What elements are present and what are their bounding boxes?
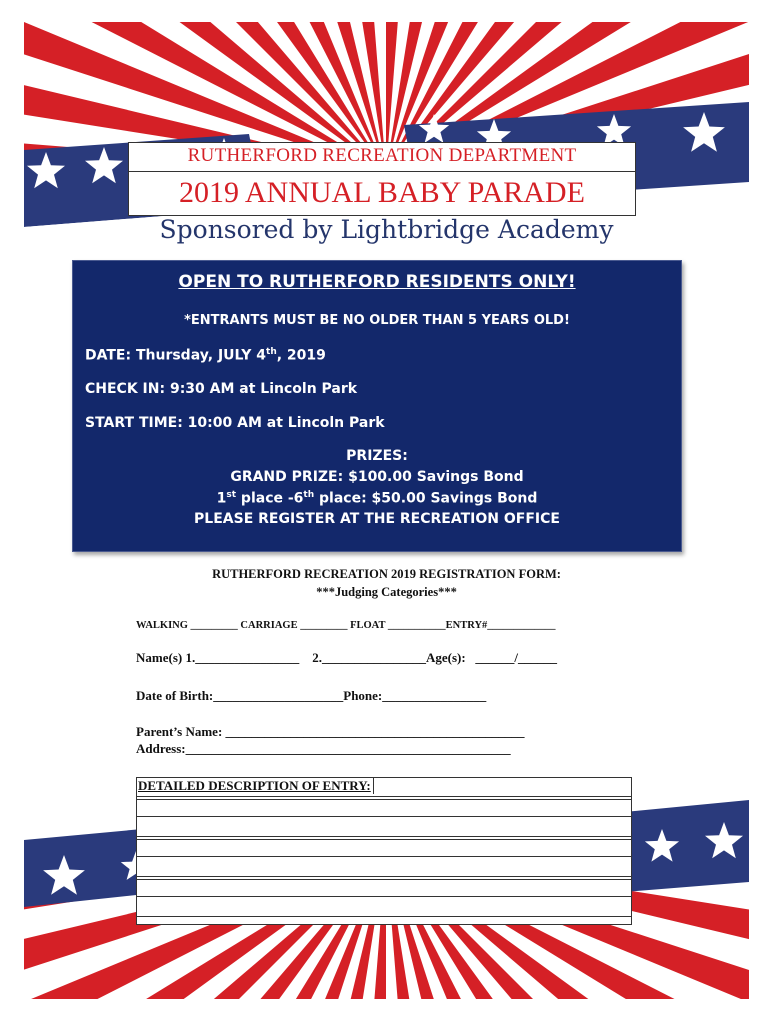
description-line xyxy=(137,856,631,857)
date-year: , 2019 xyxy=(276,347,326,364)
event-date xyxy=(85,347,326,364)
description-line xyxy=(137,796,631,797)
date-suffix: th xyxy=(266,347,277,357)
place-prize-mid: place -6 xyxy=(236,490,304,507)
place-prize-sup-2: th xyxy=(303,490,315,500)
date-text: DATE: Thursday, JULY 4 xyxy=(85,347,267,364)
residents-only-notice: OPEN TO RUTHERFORD RESIDENTS ONLY! xyxy=(178,272,576,292)
flyer xyxy=(24,22,749,999)
check-in-time: CHECK IN: 9:30 AM at Lincoln Park xyxy=(85,381,358,397)
age-limit-notice: *ENTRANTS MUST BE NO OLDER THAN 5 YEARS OLD! xyxy=(184,313,570,328)
description-line xyxy=(137,799,631,800)
description-line xyxy=(137,876,631,877)
department-heading: RUTHERFORD RECREATION DEPARTMENT xyxy=(187,145,577,166)
title-box xyxy=(128,142,636,216)
register-notice: PLEASE REGISTER AT THE RECREATION OFFICE xyxy=(194,511,560,527)
place-prize-start: 1 xyxy=(216,490,227,507)
prizes-heading: PRIZES: xyxy=(346,448,408,464)
dob-phone-fields[interactable]: Date of Birth:____________________Phone:________________ xyxy=(136,688,487,703)
registration-form-title: RUTHERFORD RECREATION 2019 REGISTRATION FORM: xyxy=(212,567,561,581)
grand-prize: GRAND PRIZE: $100.00 Savings Bond xyxy=(230,469,524,485)
event-title-row xyxy=(129,171,635,212)
category-fields[interactable]: WALKING _________ CARRIAGE _________ FLOAT ___________ENTRY#_____________ xyxy=(136,620,556,631)
description-title: DETAILED DESCRIPTION OF ENTRY: xyxy=(138,778,374,794)
start-time: START TIME: 10:00 AM at Lincoln Park xyxy=(85,415,385,431)
description-line xyxy=(137,836,631,837)
names-age-fields[interactable]: Name(s) 1.________________ 2.________________Age(s): ______/______ xyxy=(136,650,558,665)
description-box[interactable] xyxy=(136,777,632,925)
event-info-box xyxy=(72,260,682,552)
description-line xyxy=(137,896,631,897)
judging-categories-heading: ***Judging Categories*** xyxy=(316,585,457,599)
place-prizes xyxy=(73,490,681,507)
event-title: 2019 ANNUAL BABY PARADE xyxy=(179,176,585,209)
place-prize-sup-1: st xyxy=(226,490,237,500)
description-line xyxy=(137,839,631,840)
sponsor-line: Sponsored by Lightbridge Academy xyxy=(159,215,614,244)
address-field[interactable]: Address:__________________________________________________ xyxy=(136,741,511,756)
description-line xyxy=(137,816,631,817)
parent-name-field[interactable]: Parent’s Name: ______________________________________________ xyxy=(136,724,525,739)
description-line xyxy=(137,879,631,880)
place-prize-end: place: $50.00 Savings Bond xyxy=(314,490,538,507)
description-line xyxy=(137,916,631,917)
